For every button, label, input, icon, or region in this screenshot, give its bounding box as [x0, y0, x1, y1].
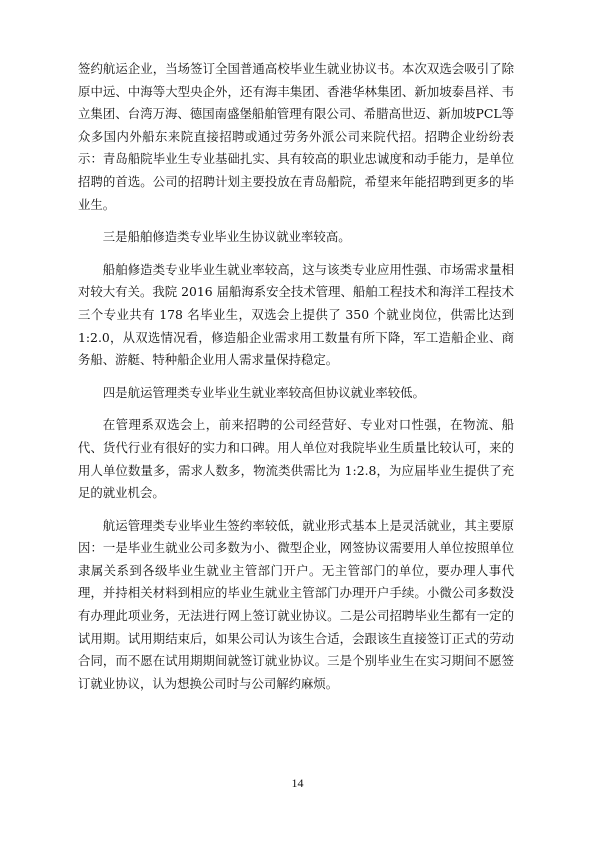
- paragraph-shipbuilding: 船舶修造类专业毕业生就业率较高，这与该类专业应用性强、市场需求量相对较大有关。我院 2016 届船海系安全技术管理、船舶工程技术和海洋工程技术三个专业共有 178 名毕业生，双选会上提供了 350 个就业岗位，供需比达到 1:2.0，从双选情况看，修造船企业需求用工数量有所下降，军工造船企业、商务船、游艇、特种船企业用人需求量保持稳定。: [78, 261, 514, 368]
- page-number: 14: [291, 776, 304, 790]
- section-heading-shipbuilding: 三是船舶修造类专业毕业生协议就业率较高。: [102, 229, 351, 245]
- paragraph-low-signing-reasons: 航运管理类专业毕业生签约率较低，就业形式基本上是灵活就业，其主要原因：一是毕业生就业公司多数为小、微型企业，网签协议需要用人单位按照单位隶属关系到各级毕业生就业主管部门开户。无主管部门的单位，要办理人事代理，并持相关材料到相应的毕业生就业主管部门办理开户手续。小微公司多数没有办理此项业务，无法进行网上签订就业协议。二是公司招聘毕业生都有一定的试用期。试用期结束后，如果公司认为该生合适，会跟该生直接签订正式的劳动合同，而不愿在试用期期间就签订就业协议。三是个别毕业生在实习期间不愿签订就业协议，认为想换公司时与公司解约麻烦。: [78, 517, 514, 691]
- paragraph-recruiting-companies: 签约航运企业，当场签订全国普通高校毕业生就业协议书。本次双选会吸引了除原中远、中海等大型央企外，还有海丰集团、香港华林集团、新加坡泰昌祥、韦立集团、台湾万海、德国南盛堡船舶管理有限公司、希腊高世迈、新加坡PCL等众多国内外船东来院直接招聘或通过劳务外派公司来院代招。招聘企业纷纷表示：青岛船院毕业生专业基础扎实、具有较高的职业忠诚度和动手能力，是单位招聘的首选。公司的招聘计划主要投放在青岛船院，希望来年能招聘到更多的毕业生。: [78, 61, 514, 212]
- paragraph-management-fair: 在管理系双选会上，前来招聘的公司经营好、专业对口性强，在物流、船代、货代行业有很好的实力和口碑。用人单位对我院毕业生质量比较认可，来的用人单位数量多，需求人数多，物流类供需比为 1:2.8，为应届毕业生提供了充足的就业机会。: [78, 417, 514, 501]
- document-body: [78, 58, 514, 705]
- section-heading-shipping-management: 四是航运管理类专业毕业生就业率较高但协议就业率较低。: [102, 384, 425, 400]
